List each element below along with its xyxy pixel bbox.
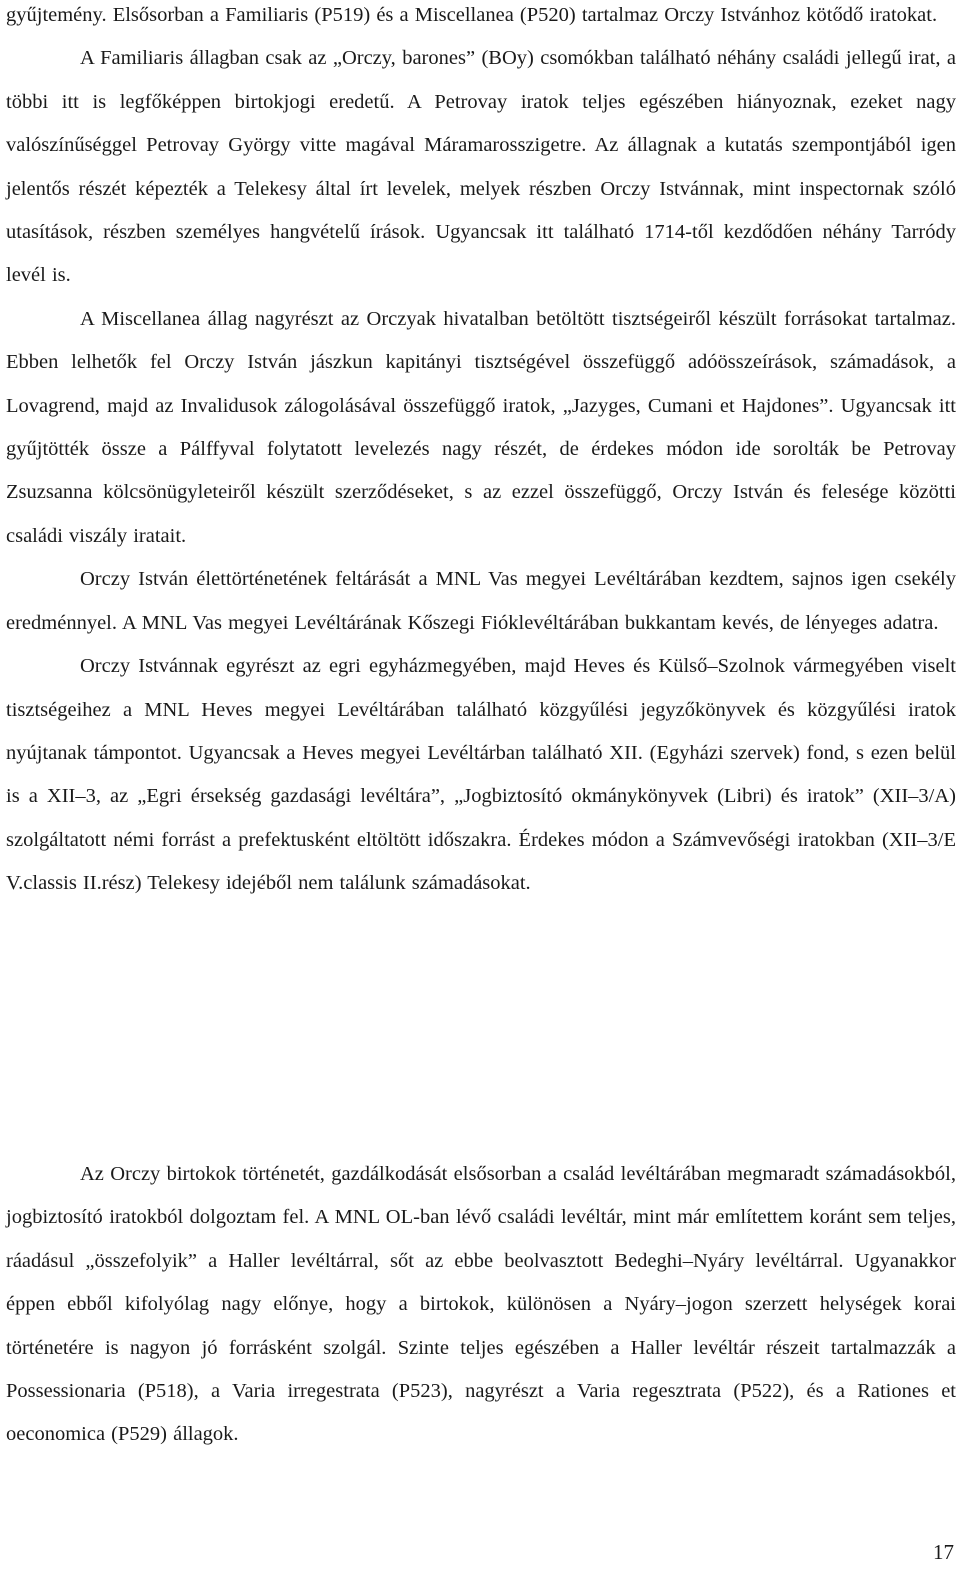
paragraph: A Familiaris állagban csak az „Orczy, barones” (BOy) csomókban található néhány családi jellegű irat, a többi itt is legfőképpen birtokjogi eredetű. A Petrovay iratok teljes egészében hiányoznak, ezeket nagy valószínűséggel Petrovay György vitte magával Máramarosszigetre. Az állagnak a kutatás szempontjából igen jelentős részét képezték a Telekesy által írt levelek, melyek részben Orczy Istvánnak, mint inspectornak szóló utasítások, részben személyes hangvételű írások. Ugyancsak itt található 1714-től kezdődően néhány Tarródy levél is. xyxy=(6,47,956,287)
text-block-upper xyxy=(6,0,956,906)
page-number: 17 xyxy=(933,1540,954,1564)
paragraph: Az Orczy birtokok történetét, gazdálkodását elsősorban a család levéltárában megmaradt számadásokból, jogbiztosító iratokból dolgoztam fel. A MNL OL-ban lévő családi levéltár, mint már említettem koránt sem teljes, ráadásul „összefolyik” a Haller levéltárral, sőt az ebbe beolvasztott Bedeghi–Nyáry levéltárral. Ugyanakkor éppen ebből kifolyólag nagy előnye, hogy a birtokok, különösen a Nyáry–jogon szerzett helységek korai történetére is nagyon jó forrásként szolgál. Szinte teljes egészében a Haller levéltár részeit tartalmazzák a Possessionaria (P518), a Varia irregestrata (P523), nagyrészt a Varia regesztrata (P522), és a Rationes et oeconomica (P529) állagok. xyxy=(6,1163,956,1446)
paragraph: gyűjtemény. Elsősorban a Familiaris (P519) és a Miscellanea (P520) tartalmaz Orczy Istvánhoz kötődő iratokat. xyxy=(6,4,938,26)
text-block-lower xyxy=(6,1153,956,1457)
paragraph: A Miscellanea állag nagyrészt az Orczyak hivatalban betöltött tisztségeiről készült forrásokat tartalmaz. Ebben lelhetők fel Orczy István jászkun kapitányi tisztségével összefüggő adóösszeírások, számadások, a Lovagrend, majd az Invalidusok zálogolásával összefüggő iratok, „Jazyges, Cumani et Hajdones”. Ugyancsak itt gyűjtötték össze a Pálffyval folytatott levelezés nagy részét, de érdekes módon ide sorolták be Petrovay Zsuzsanna kölcsönügyleteiről készült szerződéseket, s az ezzel összefüggő, Orczy István és felesége közötti családi viszály iratait. xyxy=(6,307,956,547)
paragraph: Orczy Istvánnak egyrészt az egri egyházmegyében, majd Heves és Külső–Szolnok vármegyében viselt tisztségeihez a MNL Heves megyei Levéltárában található közgyűlési jegyzőkönyvek és közgyűlési iratok nyújtanak támpontot. Ugyancsak a Heves megyei Levéltárban található XII. (Egyházi szervek) fond, s ezen belül is a XII–3, az „Egri érsekség gazdasági levéltára”, „Jogbiztosító okmánykönyvek (Libri) és iratok” (XII–3/A) szolgáltatott némi forrást a prefektusként eltöltött időszakra. Érdekes módon a Számvevőségi iratokban (XII–3/E V.classis II.rész) Telekesy idejéből nem találunk számadásokat. xyxy=(6,655,956,895)
paragraph: Orczy István élettörténetének feltárását a MNL Vas megyei Levéltárában kezdtem, sajnos igen csekély eredménnyel. A MNL Vas megyei Levéltárának Kőszegi Fióklevéltárában bukkantam kevés, de lényeges adatra. xyxy=(6,568,956,634)
